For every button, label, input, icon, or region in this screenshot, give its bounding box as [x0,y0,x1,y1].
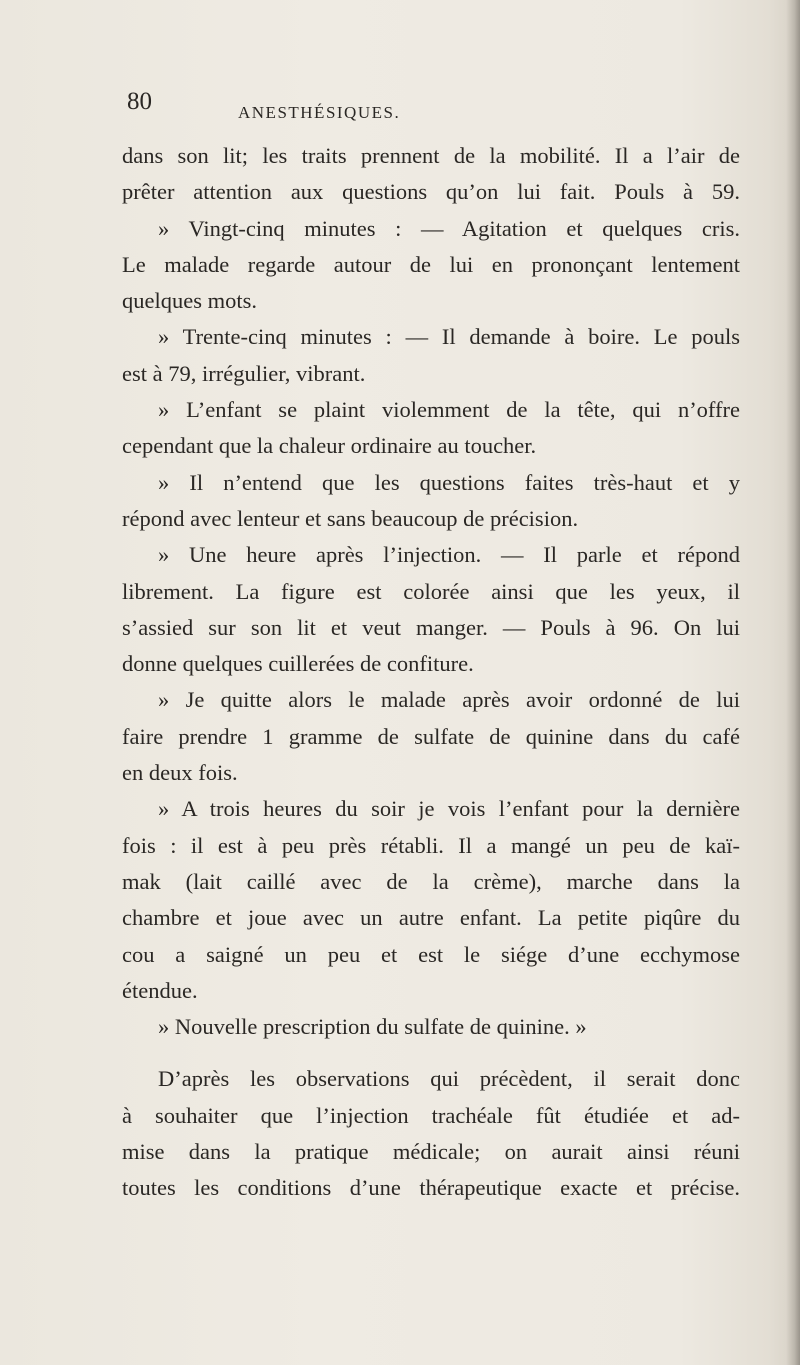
text-line: toutes les conditions d’une thérapeutique exacte et précise. [122,1175,740,1201]
text-line: » Vingt-cinq minutes : — Agitation et quelques cris. [158,215,740,241]
paragraph-gap [122,1045,740,1061]
running-head: ANESTHÉSIQUES. [238,103,401,122]
text-line: répond avec lenteur et sans beaucoup de précision. [122,505,579,531]
page-edge-shadow [786,0,800,1365]
text-line: dans son lit; les traits prennent de la mobilité. Il a l’air de [122,143,740,168]
text-line: librement. La figure est colorée ainsi que les yeux, il [122,578,740,604]
text-line: » A trois heures du soir je vois l’enfant pour la dernière [158,796,740,822]
text-line: mak (lait caillé avec de la crème), marche dans la [122,868,740,894]
text-line: mise dans la pratique médicale; on aurait ainsi réuni [122,1139,740,1165]
text-line: » Je quitte alors le malade après avoir ordonné de lui [158,687,740,713]
text-line: prêter attention aux questions qu’on lui fait. Pouls à 59. [122,179,740,205]
text-line: » Il n’entend que les questions faites très-haut et y [158,469,740,495]
text-line: à souhaiter que l’injection trachéale fût étudiée et ad- [122,1102,740,1128]
text-line: faire prendre 1 gramme de sulfate de quinine dans du café [122,723,740,749]
text-line: étendue. [122,977,198,1003]
text-line: donne quelques cuillerées de confiture. [122,651,474,677]
text-line: fois : il est à peu près rétabli. Il a mangé un peu de kaï- [122,832,740,858]
text-line: Le malade regarde autour de lui en prononçant lentement [122,251,740,277]
body-text [122,138,740,1207]
text-line: cou a saigné un peu et est le siége d’une ecchymose [122,941,740,967]
text-line: est à 79, irrégulier, vibrant. [122,360,366,386]
text-line: cependant que la chaleur ordinaire au toucher. [122,433,537,459]
text-line: s’assied sur son lit et veut manger. — Pouls à 96. On lui [122,614,740,640]
text-line: » L’enfant se plaint violemment de la tête, qui n’offre [158,397,740,423]
text-line: en deux fois. [122,760,238,786]
text-line: » Trente-cinq minutes : — Il demande à boire. Le pouls [158,324,740,350]
text-line: quelques mots. [122,288,257,314]
text-line: » Une heure après l’injection. — Il parle et répond [158,542,740,568]
text-line: chambre et joue avec un autre enfant. La petite piqûre du [122,905,740,931]
page-number: 80 [127,88,152,115]
text-line: » Nouvelle prescription du sulfate de quinine. » [158,1014,587,1040]
text-line: D’après les observations qui précèdent, il serait donc [158,1066,740,1092]
